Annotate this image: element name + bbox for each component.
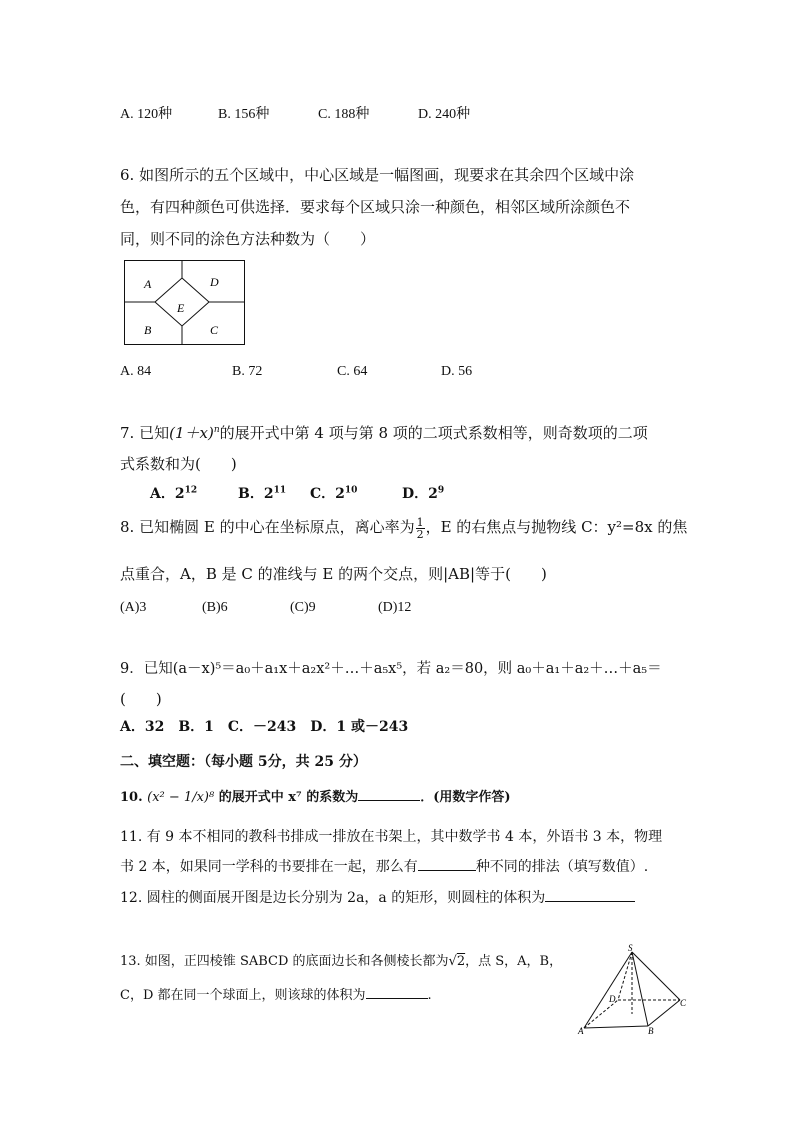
q6-option-a: A. 84 [120,364,152,379]
q12-line [120,887,635,907]
q10-expression: (x² − 1/x)⁸ [147,790,215,805]
q7-option-c: C．$2^{10}$ [310,485,358,502]
q10-tail: ．(用数字作答) [420,790,511,805]
q13-answer-blank[interactable] [366,986,428,999]
q13-suffix: ，点 S，A，B， [465,954,563,969]
q9-options: A．32 B．1 C．－243 D．1 或－243 [120,719,409,735]
vertex-label-d: D [609,994,616,1004]
q7-option-d: D．$2^9$ [402,485,445,502]
q8-option-b: (B)6 [202,600,228,615]
q7-line1 [120,422,648,443]
q6-region-diagram [124,260,246,346]
q13-line2 [120,984,432,1003]
q8-option-d: (D)12 [378,600,412,615]
q8-line1 [120,516,687,540]
q6-line3: 同，则不同的涂色方法种数为（ ） [120,230,376,248]
q10-prefix: 10. [120,790,143,805]
q11-line1: 11. 有 9 本不相同的教科书排成一排放在书架上，其中数学书 4 本，外语书 3 本，物理 [120,829,663,845]
q13-prefix: 13. 如图，正四棱锥 SABCD 的底面边长和各侧棱长都为 [120,954,449,969]
q10-line [120,786,511,805]
q7-option-b: B．$2^{11}$ [238,485,287,502]
region-label-d: D [210,275,219,289]
q13-text-post: . [427,988,432,1003]
vertex-label-b: B [648,1026,654,1036]
q5-option-b: B. 156种 [218,107,270,122]
q6-line1: 6. 如图所示的五个区域中，中心区域是一幅图画，现要求在其余四个区域中涂 [120,166,635,184]
vertex-label-s: S [628,944,633,953]
q7-prefix: 7. 已知 [120,424,170,442]
q8-option-a: (A)3 [120,600,147,615]
q13-line1 [120,950,562,969]
q13-pyramid-diagram [576,944,688,1036]
region-label-c: C [210,323,219,337]
q11-text-pre: 书 2 本，如果同一学科的书要排在一起，那么有 [120,859,418,875]
q10-answer-blank[interactable] [358,788,420,801]
section-fill-in-heading: 二、填空题：（每小题 5分，共 25 分） [120,754,367,770]
q13-text-pre: C，D 都在同一个球面上，则该球的体积为 [120,988,366,1003]
vertex-label-a: A [578,1026,584,1036]
q7-option-a: A．$2^{12}$ [150,485,198,502]
region-label-b: B [144,323,152,337]
region-label-a: A [144,277,152,291]
q7-line2: 式系数和为( ) [120,455,237,473]
q13-radical: √2 [448,954,466,969]
q7-suffix: 的展开式中第 4 项与第 8 项的二项式系数相等，则奇数项的二项 [219,424,648,442]
q8-option-c: (C)9 [290,600,316,615]
q6-option-b: B. 72 [232,364,263,379]
q8-line2: 点重合，A，B 是 C 的准线与 E 的两个交点，则|AB|等于( ) [120,565,547,583]
q5-option-c: C. 188种 [318,107,370,122]
q7-expr-exp: n [213,425,220,435]
q12-text: 12. 圆柱的侧面展开图是边长分别为 2a，a 的矩形，则圆柱的体积为 [120,890,546,906]
q5-option-a: A. 120种 [120,107,173,122]
q6-line2: 色，有四种颜色可供选择．要求每个区域只涂一种颜色，相邻区域所涂颜色不 [120,198,631,216]
q8-suffix: ，E 的右焦点与抛物线 C：y²=8x 的焦 [425,518,688,536]
q6-option-c: C. 64 [337,364,368,379]
vertex-label-c: C [680,998,687,1008]
q10-text: 的展开式中 x⁷ 的系数为 [218,790,359,805]
q9-line1: 9．已知(a－x)⁵＝a₀＋a₁x＋a₂x²＋…＋a₅x⁵，若 a₂＝80，则 a₀＋a₁＋a₂＋…＋a₅＝ [120,661,662,677]
q6-option-d: D. 56 [441,364,473,379]
q8-fraction: $\frac{1}{2}$ [416,515,424,541]
q12-answer-blank[interactable] [545,889,635,902]
q9-line2: ( ) [120,690,162,708]
q11-line2 [120,856,648,876]
region-label-e: E [177,301,185,315]
q11-answer-blank[interactable] [418,858,476,871]
q11-text-post: 种不同的排法（填写数值）. [475,859,649,875]
q8-prefix: 8. 已知椭圆 E 的中心在坐标原点，离心率为 [120,518,415,536]
q7-expr-base: (1＋x) [169,424,214,442]
q5-option-d: D. 240种 [418,107,471,122]
